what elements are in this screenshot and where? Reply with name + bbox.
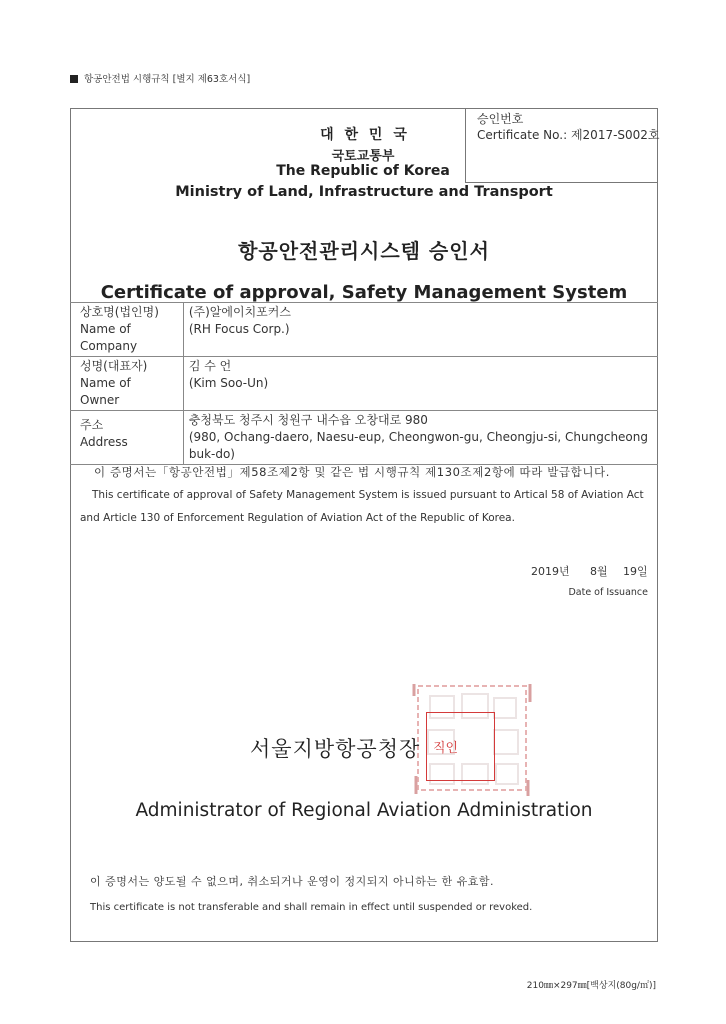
date-month: 8월	[590, 565, 608, 578]
form-label	[70, 71, 250, 85]
company-label-ko: 상호명(법인명)	[80, 305, 159, 319]
body-text-en-2: and Article 130 of Enforcement Regulation of Aviation Act of the Republic of Korea.	[80, 512, 515, 524]
ministry-ko: 국토교통부	[331, 149, 395, 164]
address-value-ko: 충청북도 청주시 청원구 내수읍 오창대로 980	[188, 413, 428, 427]
owner-value-ko: 김 수 언	[188, 359, 232, 373]
seal-label: 직인	[433, 741, 459, 756]
address-label-ko: 주소	[80, 418, 104, 432]
owner-label-en: Name of Owner	[80, 376, 131, 407]
company-value	[183, 303, 658, 357]
address-label	[70, 411, 183, 465]
company-row	[70, 303, 658, 357]
body-text-en-1: This certificate of approval of Safety Management System is issued pursuant to Artical 58 of Aviation Act	[92, 489, 644, 501]
validity-note-en: This certificate is not transferable and shall remain in effect until suspended or revoked.	[90, 902, 533, 913]
company-value-en: (RH Focus Corp.)	[188, 322, 290, 336]
body-text-ko: 이 증명서는「항공안전법」제58조제2항 및 같은 법 시행규칙 제130조제2항에 따라 발급합니다.	[94, 465, 611, 479]
country-ko: 대 한 민 국	[320, 127, 410, 143]
address-label-en: Address	[80, 435, 128, 449]
owner-label	[70, 357, 183, 411]
administrator-ko: 서울지방항공청장	[250, 737, 421, 761]
date-of-issuance-label: Date of Issuance	[568, 587, 648, 598]
country-en: The Republic of Korea	[276, 163, 450, 179]
address-row	[70, 411, 658, 465]
validity-note-ko: 이 증명서는 양도될 수 없으며, 취소되거나 운영이 정지되지 아니하는 한 유효함.	[90, 875, 494, 888]
date-year: 2019년	[531, 565, 570, 578]
owner-label-ko: 성명(대표자)	[80, 359, 148, 373]
ministry-en: Ministry of Land, Infrastructure and Transport	[175, 184, 553, 200]
administrator-en: Administrator of Regional Aviation Administration	[135, 800, 593, 821]
certificate-number-value: 제2017-S002호	[570, 128, 660, 142]
company-label	[70, 303, 183, 357]
owner-value-en: (Kim Soo-Un)	[188, 376, 269, 390]
address-value	[183, 411, 658, 465]
company-label-en: Name of Company	[80, 322, 138, 353]
title-en: Certificate of approval, Safety Management System	[100, 282, 628, 303]
certificate-number-label-ko: 승인번호	[477, 112, 524, 126]
title-ko: 항공안전관리시스템 승인서	[238, 239, 490, 263]
paper-spec: 210㎜×297㎜[백상지(80g/㎡)]	[526, 981, 656, 991]
owner-row	[70, 357, 658, 411]
owner-value	[183, 357, 658, 411]
address-value-en-2: buk-do)	[188, 447, 235, 461]
form-label-text: 항공안전법 시행규칙 [별지 제63호서식]	[84, 74, 251, 85]
certificate-number-label-en: Certificate No.:	[477, 128, 568, 142]
address-value-en-1: (980, Ochang-daero, Naesu-eup, Cheongwon-gu, Cheongju-si, Chungcheong	[188, 430, 648, 444]
date-day: 19일	[623, 565, 648, 578]
square-bullet-icon	[70, 75, 78, 83]
info-table	[70, 302, 658, 465]
company-value-ko: (주)알에이치포커스	[188, 305, 291, 319]
